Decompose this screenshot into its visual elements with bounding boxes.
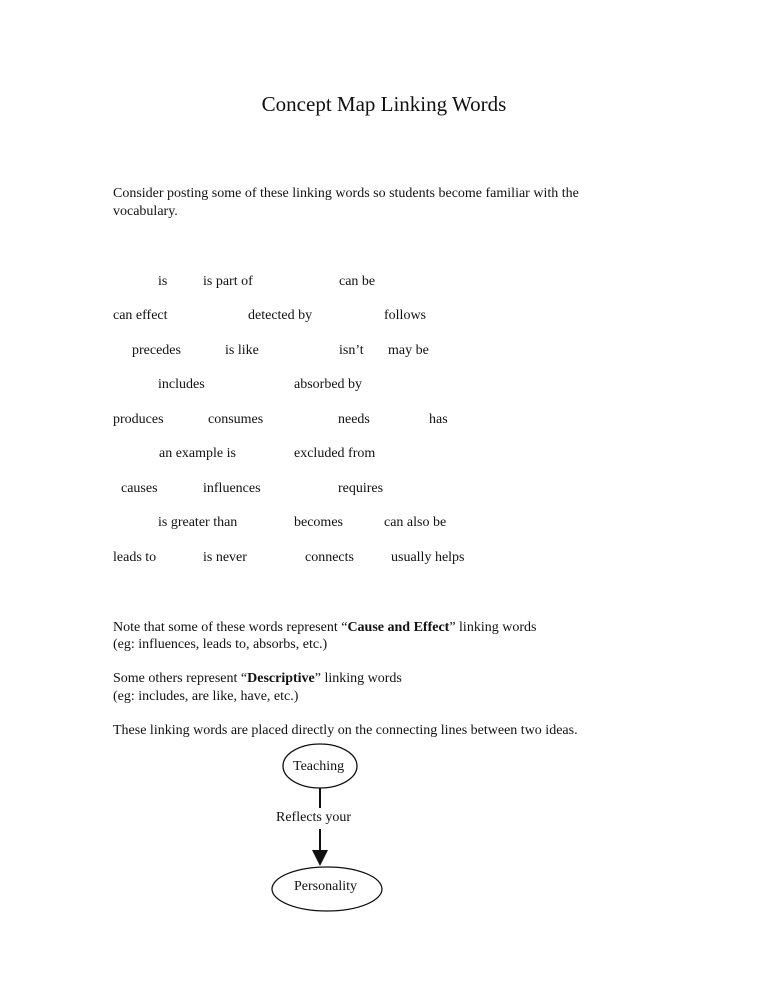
linking-word: absorbed by [294, 377, 363, 392]
linking-word: is part of [203, 274, 253, 289]
descriptive-term: Descriptive [247, 671, 315, 686]
arrow-head-icon [312, 850, 328, 866]
linking-word: includes [158, 377, 205, 392]
linking-word: has [429, 412, 448, 427]
linking-word: leads to [113, 550, 157, 565]
bottom-node-label: Personality [294, 879, 357, 894]
linking-word: usually helps [391, 550, 465, 565]
linking-word: can effect [113, 308, 168, 323]
cause-effect-examples: (eg: influences, leads to, absorbs, etc.) [113, 637, 328, 652]
page-title: Concept Map Linking Words [261, 92, 507, 116]
linking-word: produces [113, 412, 164, 427]
linking-word: is never [203, 550, 247, 565]
descriptive-examples: (eg: includes, are like, have, etc.) [113, 689, 299, 704]
top-node-label: Teaching [293, 759, 345, 774]
linking-word: is [158, 274, 168, 289]
link-label: Reflects your [276, 810, 352, 825]
linking-word: can also be [384, 515, 447, 530]
note-text: ” linking words [314, 671, 402, 686]
intro-line-2: vocabulary. [113, 204, 178, 219]
linking-word: consumes [208, 412, 264, 427]
linking-word: is like [225, 343, 259, 358]
linking-word: causes [121, 481, 158, 496]
linking-word: may be [388, 343, 429, 358]
linking-word: is greater than [158, 515, 238, 530]
linking-word: an example is [159, 446, 236, 461]
linking-word: detected by [248, 308, 313, 323]
note-text: Note that some of these words represent “ [113, 620, 348, 635]
note-text: ” linking words [449, 620, 537, 635]
linking-word: needs [338, 412, 370, 427]
linking-word: excluded from [294, 446, 376, 461]
linking-word: precedes [132, 343, 181, 358]
linking-word: follows [384, 308, 426, 323]
cause-effect-term: Cause and Effect [347, 620, 450, 635]
note-text: Some others represent “ [113, 671, 248, 686]
linking-word: becomes [294, 515, 343, 530]
intro-line-1: Consider posting some of these linking words so students become familiar with the [113, 186, 579, 201]
placement-note: These linking words are placed directly on the connecting lines between two ideas. [113, 723, 578, 738]
linking-word: influences [203, 481, 261, 496]
linking-word: requires [338, 481, 384, 496]
linking-word: connects [305, 550, 354, 565]
linking-word: isn’t [339, 343, 364, 358]
linking-word: can be [339, 274, 376, 289]
